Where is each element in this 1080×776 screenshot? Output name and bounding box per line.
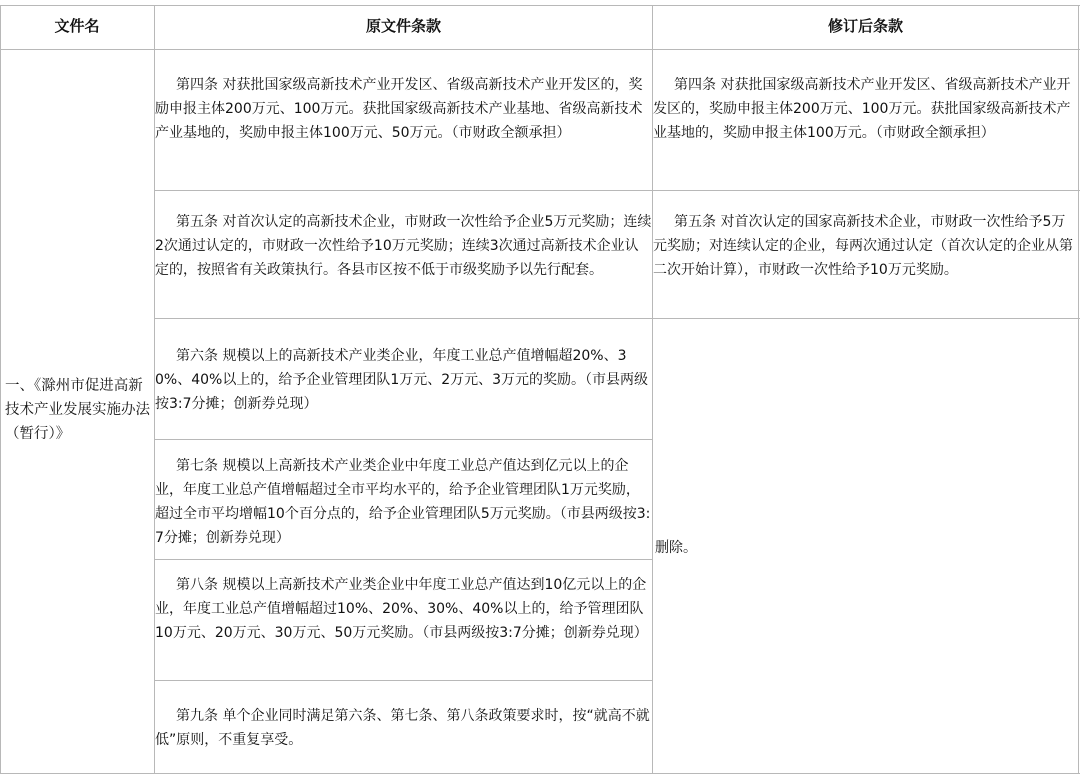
revised-clause-5: 第五条 对首次认定的国家高新技术企业，市财政一次性给予5万元奖励；对连续认定的企业，每两次通过认定（首次认定的企业从第二次开始计算），市财政一次性给予10万元奖励。 <box>653 214 1073 278</box>
original-clause-9: 第九条 单个企业同时满足第六条、第七条、第八条政策要求时，按“就高不就低”原则，不重复享受。 <box>155 708 650 748</box>
header-original-clause: 原文件条款 <box>365 16 441 35</box>
table-bottom-border <box>0 773 1080 774</box>
revised-clause-4: 第四条 对获批国家级高新技术产业开发区、省级高新技术产业开发区的，奖励申报主体200万元、100万元。获批国家级高新技术产业基地的，奖励申报主体100万元。（市财政全额承担） <box>653 77 1071 141</box>
row-border-1 <box>155 190 1080 191</box>
original-clause-4: 第四条 对获批国家级高新技术产业开发区、省级高新技术产业开发区的，奖励申报主体200万元、100万元。获批国家级高新技术产业基地、省级高新技术产业基地的，奖励申报主体100万元、50万元。（市财政全额承担） <box>155 77 643 141</box>
row-border-2 <box>155 318 1080 319</box>
original-clause-5: 第五条 对首次认定的高新技术企业，市财政一次性给予企业5万元奖励；连续2次通过认定的，市财政一次性给予10万元奖励；连续3次通过高新技术企业认定的，按照省有关政策执行。各县市区按不低于市级奖励予以先行配套。 <box>155 214 652 278</box>
header-file-name: 文件名 <box>54 16 100 35</box>
original-clause-8: 第八条 规模以上高新技术产业类企业中年度工业总产值达到10亿元以上的企业，年度工业总产值增幅超过10%、20%、30%、40%以上的，给予管理团队10万元、20万元、30万元、50万元奖励。（市县两级按3:7分摊；创新券兑现） <box>155 577 648 641</box>
row-border-4 <box>155 559 652 560</box>
revised-deleted: 删除。 <box>655 540 697 556</box>
original-clause-7: 第七条 规模以上高新技术产业类企业中年度工业总产值达到亿元以上的企业，年度工业总产值增幅超过全市平均水平的，给予企业管理团队1万元奖励，超过全市平均增幅10个百分点的，给予企业管理团队5万元奖励。（市县两级按3:7分摊；创新券兑现） <box>155 458 651 546</box>
table-right-border <box>1078 5 1079 774</box>
file-title: 一、《滁州市促进高新技术产业发展实施办法（暂行）》 <box>5 378 150 442</box>
table-left-border <box>0 5 1 774</box>
original-clause-6: 第六条 规模以上的高新技术产业类企业，年度工业总产值增幅超20%、30%、40%以上的，给予企业管理团队1万元、2万元、3万元的奖励。（市县两级按3:7分摊；创新券兑现） <box>155 348 649 412</box>
row-border-5 <box>155 680 652 681</box>
row-border-3 <box>155 439 652 440</box>
header-revised-clause: 修订后条款 <box>827 16 903 35</box>
